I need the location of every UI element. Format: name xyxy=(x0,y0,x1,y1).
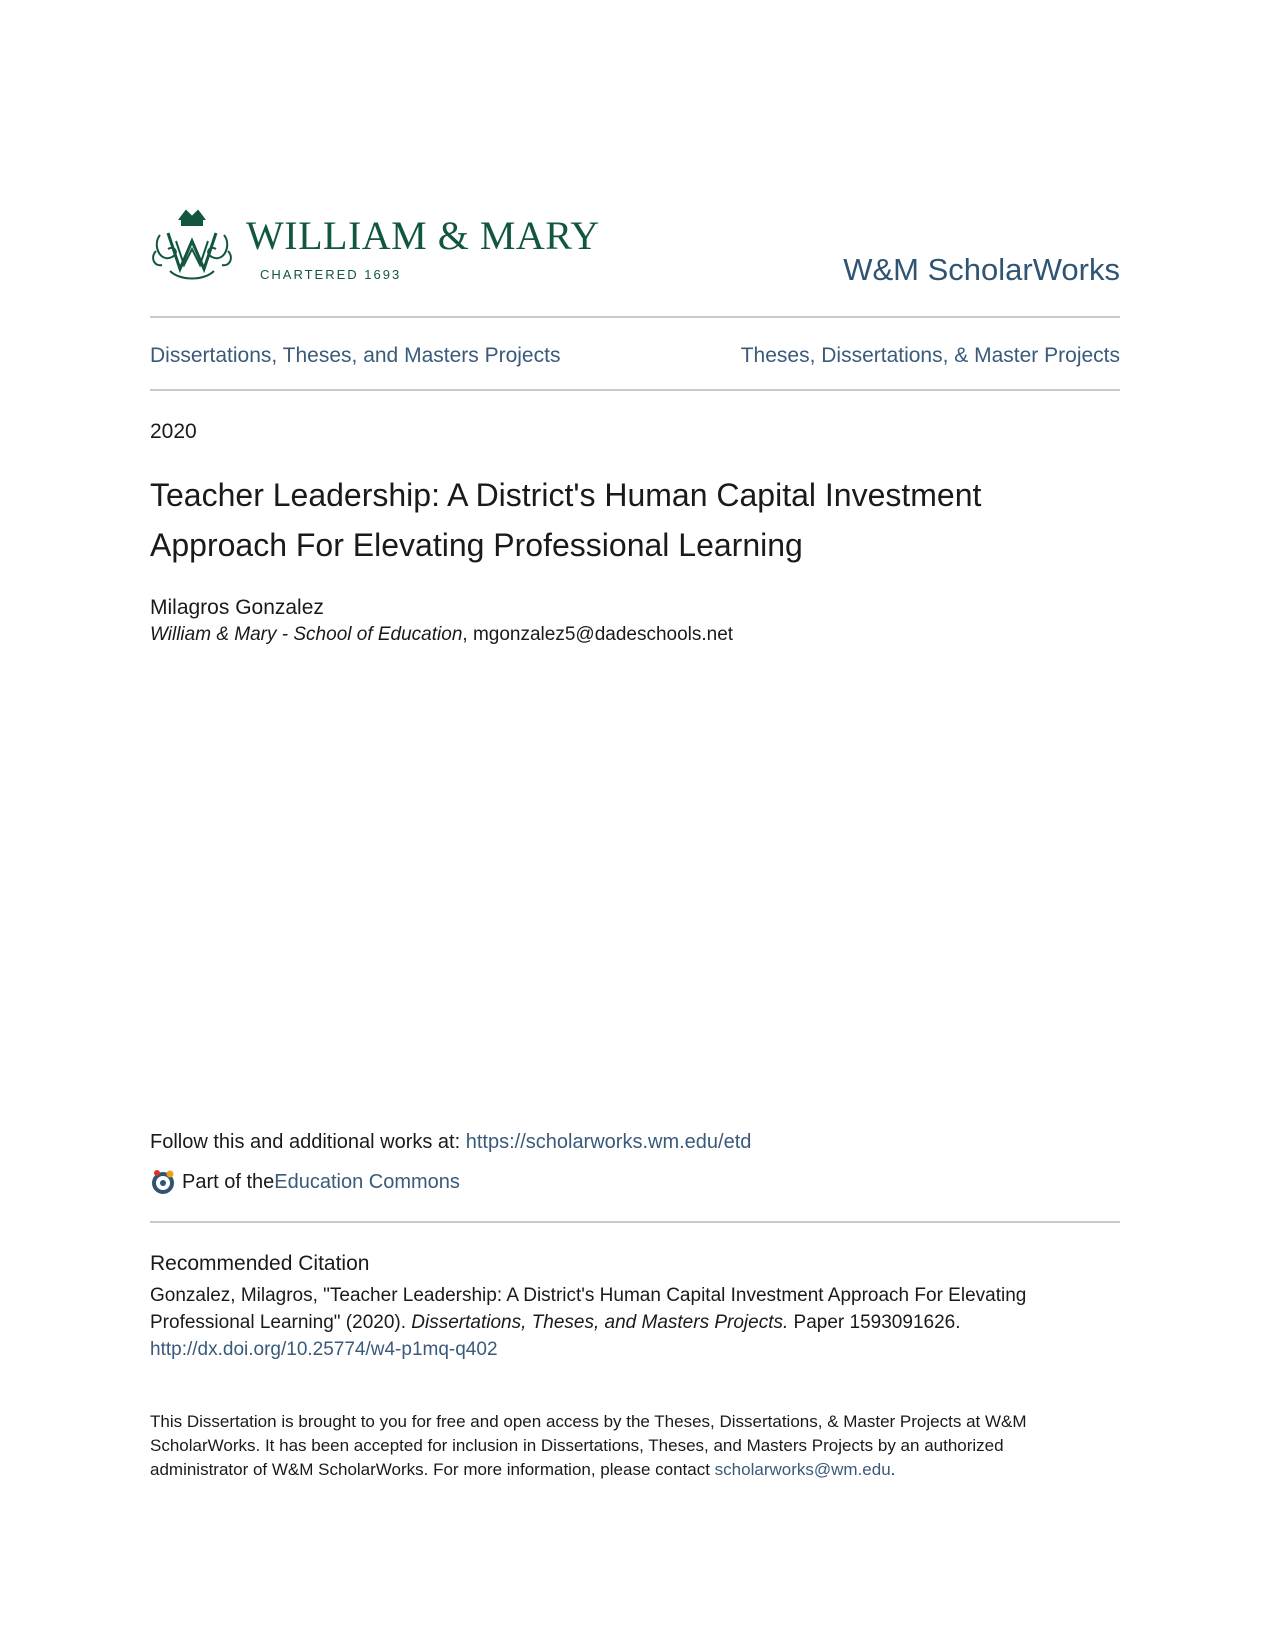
citation-line: Gonzalez, Milagros, "Teacher Leadership: A District's Human Capital Investment Approach For Elevating Professional Learning" (2020). xyxy=(150,1285,1027,1333)
publication-year: 2020 xyxy=(150,420,197,443)
author-affiliation: William & Mary - School of Education, mgonzalez5@dadeschools.net xyxy=(150,624,734,645)
divider xyxy=(150,316,1120,318)
doi-link[interactable]: http://dx.doi.org/10.25774/w4-p1mq-q402 xyxy=(150,1339,498,1360)
chartered-year: CHARTERED 1693 xyxy=(260,267,402,282)
institution-name: WILLIAM & MARY xyxy=(246,213,600,258)
citation-series: Dissertations, Theses, and Masters Projects. xyxy=(411,1312,789,1333)
collection-link-right[interactable]: Theses, Dissertations, & Master Projects xyxy=(740,344,1120,367)
author-email: mgonzalez5@dadeschools.net xyxy=(472,624,734,645)
document-title: Teacher Leadership: A District's Human Capital Investment Approach For Elevating Professional Learning xyxy=(150,477,982,563)
partof-prefix: Part of the xyxy=(182,1170,275,1193)
author-name: Milagros Gonzalez xyxy=(150,596,324,619)
citation-paper: Paper 1593091626. xyxy=(788,1312,961,1333)
divider xyxy=(150,389,1120,391)
divider xyxy=(150,1221,1120,1223)
wm-crest-logo xyxy=(150,205,234,285)
footer-text: This Dissertation is brought to you for free and open access by the Theses, Dissertations, & Master Projects at W&M ScholarWorks. It has been accepted for inclusion in Dissertations, Theses, and Masters Projects by an authorized administrator of W&M ScholarWorks. For more information, please contact xyxy=(150,1412,1027,1479)
citation-heading: Recommended Citation xyxy=(150,1252,370,1275)
commons-network-icon xyxy=(150,1169,176,1195)
part-of-line xyxy=(150,1169,460,1195)
follow-prefix: Follow this and additional works at: xyxy=(150,1131,466,1153)
affiliation-text: William & Mary - School of Education xyxy=(150,624,463,645)
citation-text xyxy=(150,1282,1110,1363)
repository-name[interactable]: W&M ScholarWorks xyxy=(843,252,1120,287)
footer-notice xyxy=(150,1410,1080,1482)
footer-end: . xyxy=(890,1460,896,1479)
education-commons-link[interactable]: Education Commons xyxy=(274,1170,460,1193)
follow-url-link[interactable]: https://scholarworks.wm.edu/etd xyxy=(465,1131,752,1153)
follow-line xyxy=(150,1131,751,1154)
contact-email-link[interactable]: scholarworks@wm.edu xyxy=(714,1460,891,1479)
collection-link-left[interactable]: Dissertations, Theses, and Masters Projects xyxy=(150,344,561,367)
